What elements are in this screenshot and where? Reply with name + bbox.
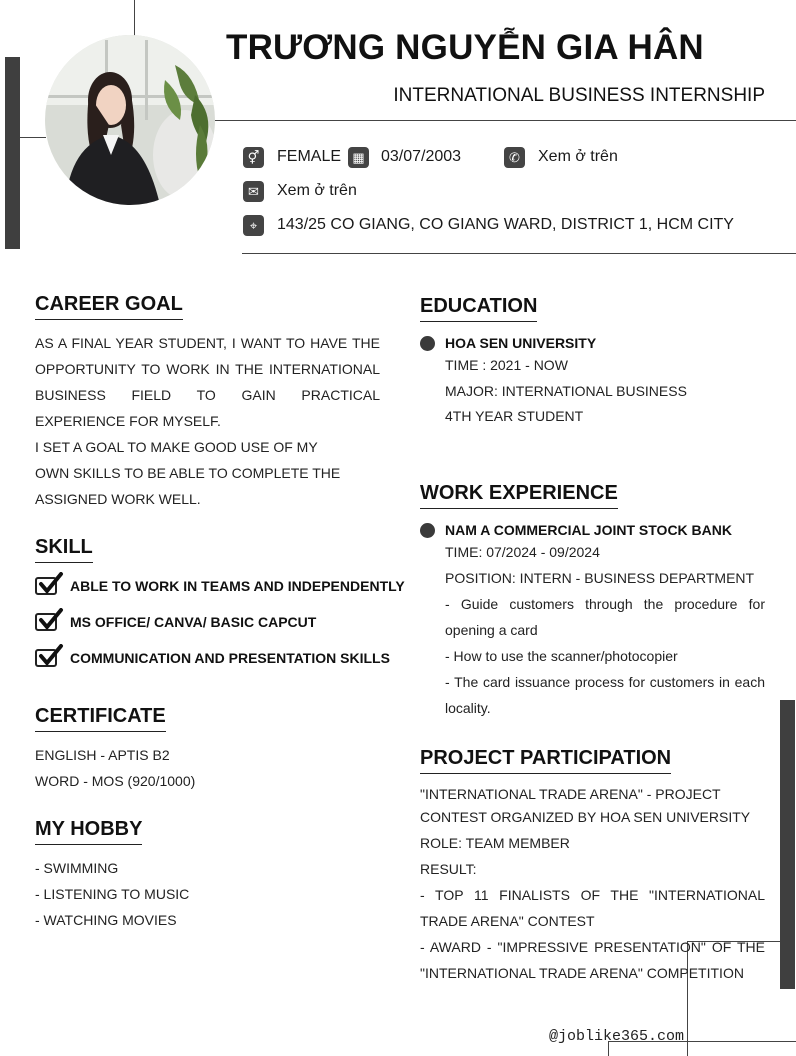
skill-item: [35, 574, 405, 598]
project-role: ROLE: TEAM MEMBER: [420, 835, 570, 851]
left-decor-line: [20, 137, 46, 138]
project-result: - AWARD - "IMPRESSIVE PRESENTATION" OF THE "INTERNATIONAL TRADE ARENA" COMPETITION: [420, 939, 765, 981]
mail-icon: ✉: [243, 181, 264, 202]
info-divider: [242, 253, 796, 254]
gender-value: FEMALE: [277, 148, 342, 165]
certificate-item: WORD - MOS (920/1000): [35, 773, 196, 789]
hobby-item: - SWIMMING: [35, 860, 119, 876]
project-heading: PROJECT PARTICIPATION: [420, 747, 671, 774]
certificate-item: ENGLISH - APTIS B2: [35, 747, 170, 763]
header-divider: [215, 120, 796, 121]
skill-label: COMMUNICATION AND PRESENTATION SKILLS: [70, 650, 390, 666]
hobby-item: - WATCHING MOVIES: [35, 912, 177, 928]
candidate-name: TRƯƠNG NGUYỄN GIA HÂN: [226, 28, 704, 67]
work-heading: WORK EXPERIENCE: [420, 482, 618, 509]
skill-label: MS OFFICE/ CANVA/ BASIC CAPCUT: [70, 614, 317, 630]
phone-icon: ✆: [504, 147, 525, 168]
education-details: [445, 353, 687, 430]
phone-value: Xem ở trên: [538, 148, 618, 165]
hobby-heading: MY HOBBY: [35, 818, 142, 845]
location-icon: ⌖: [243, 215, 264, 236]
checkbox-icon: [35, 647, 61, 669]
desired-position: INTERNATIONAL BUSINESS INTERNSHIP: [393, 85, 765, 106]
career-goal-p1: AS A FINAL YEAR STUDENT, I WANT TO HAVE THE OPPORTUNITY TO WORK IN THE INTERNATIONAL BUSINESS FIELD TO GAIN PRACTICAL EXPERIENCE FOR MYSELF.: [35, 335, 380, 429]
bullet-dot: [420, 336, 435, 351]
birthday-value: 03/07/2003: [381, 148, 462, 165]
work-bullet: - Guide customers through the procedure for opening a card: [445, 596, 765, 638]
email-value: Xem ở trên: [277, 182, 357, 199]
address-value: 143/25 CO GIANG, CO GIANG WARD, DISTRICT 1, HCM CITY: [277, 216, 734, 233]
skill-heading: SKILL: [35, 536, 93, 563]
work-line: POSITION: INTERN - BUSINESS DEPARTMENT: [445, 569, 755, 586]
certificate-list: [35, 742, 195, 794]
skill-item: [35, 610, 316, 634]
education-line: MAJOR: INTERNATIONAL BUSINESS: [445, 382, 687, 399]
work-details: [445, 540, 765, 721]
company-name: NAM A COMMERCIAL JOINT STOCK BANK: [445, 522, 732, 538]
calendar-icon: ▦: [348, 147, 369, 168]
profile-photo: [45, 35, 215, 205]
work-bullet: - The card issuance process for customers in each locality.: [445, 674, 765, 716]
skill-label: ABLE TO WORK IN TEAMS AND INDEPENDENTLY: [70, 578, 405, 594]
career-goal-p2: I SET A GOAL TO MAKE GOOD USE OF MY OWN SKILLS TO BE ABLE TO COMPLETE THE ASSIGNED WORK WELL.: [35, 439, 341, 507]
education-line: 4TH YEAR STUDENT: [445, 408, 584, 424]
right-accent-bar: [780, 700, 795, 989]
project-details: [420, 783, 765, 986]
hobby-item: - LISTENING TO MUSIC: [35, 886, 190, 902]
project-name: "INTERNATIONAL TRADE ARENA" - PROJECT CONTEST ORGANIZED BY HOA SEN UNIVERSITY: [420, 786, 751, 825]
checkbox-icon: [35, 575, 61, 597]
career-goal-heading: CAREER GOAL: [35, 293, 183, 320]
hobby-list: [35, 855, 189, 933]
education-heading: EDUCATION: [420, 295, 537, 322]
school-name: HOA SEN UNIVERSITY: [445, 335, 597, 351]
work-bullet: - How to use the scanner/photocopier: [445, 648, 678, 664]
top-decor-line: [134, 0, 135, 36]
checkbox-icon: [35, 611, 61, 633]
work-line: TIME: 07/2024 - 09/2024: [445, 544, 600, 560]
project-result-label: RESULT:: [420, 861, 477, 877]
education-line: TIME : 2021 - NOW: [445, 357, 568, 373]
certificate-heading: CERTIFICATE: [35, 705, 166, 732]
watermark: @joblike365.com: [549, 1028, 685, 1045]
project-result: - TOP 11 FINALISTS OF THE "INTERNATIONAL TRADE ARENA" CONTEST: [420, 887, 765, 929]
gender-icon: ⚥: [243, 147, 264, 168]
left-accent-bar: [5, 57, 20, 249]
skill-item: [35, 646, 390, 670]
bullet-dot: [420, 523, 435, 538]
